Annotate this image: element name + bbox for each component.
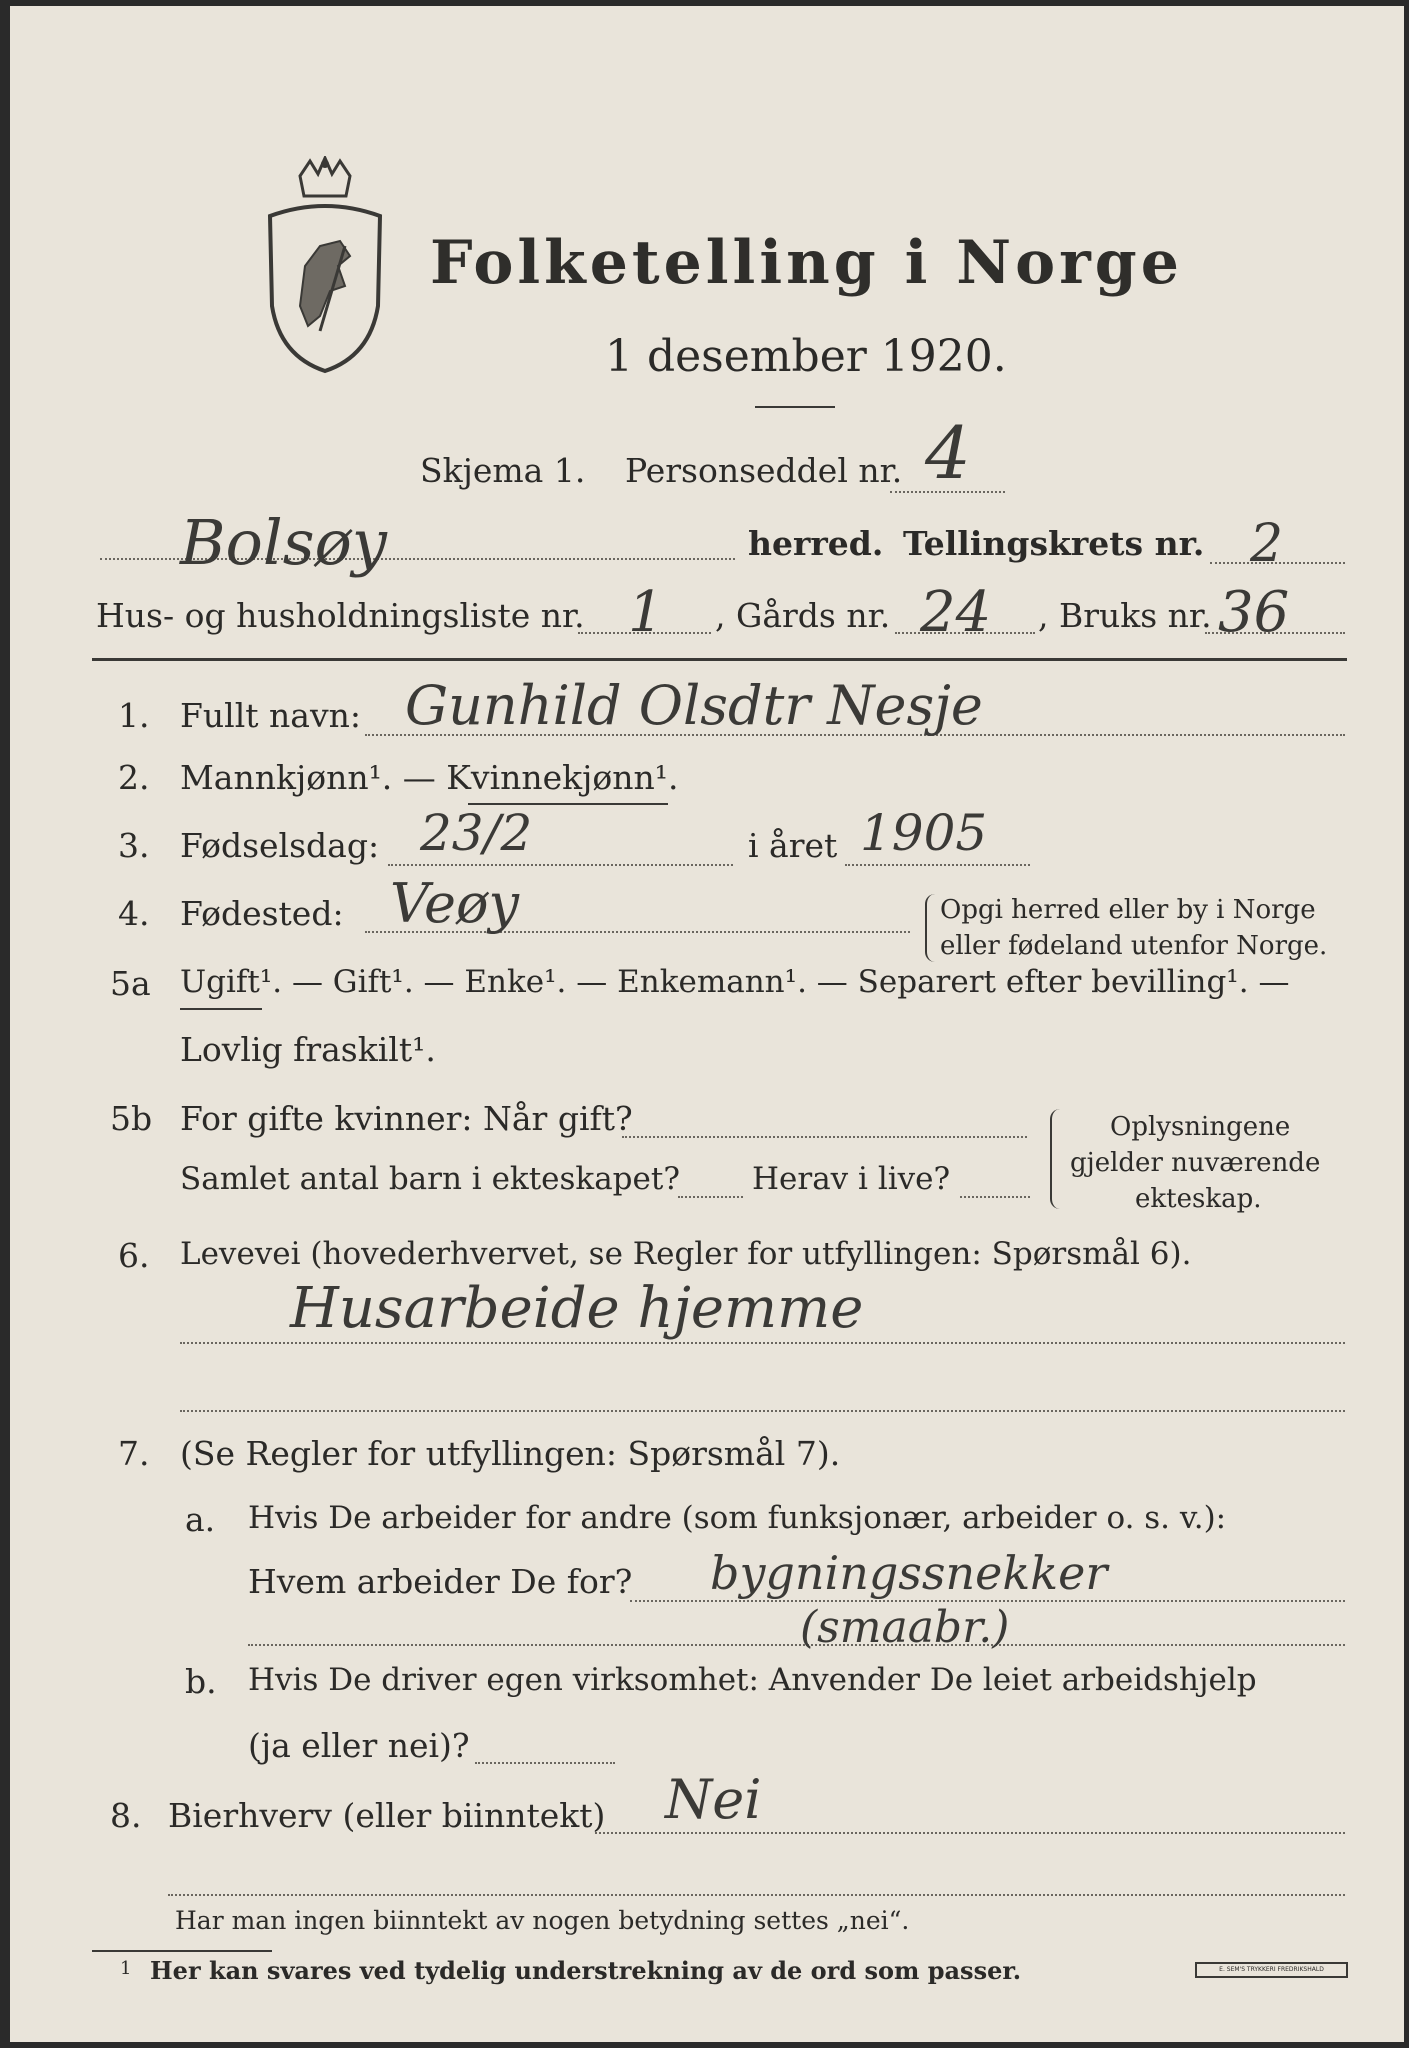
herred-label: herred. — [748, 524, 884, 563]
husliste-label: Hus- og husholdningsliste nr. — [96, 596, 585, 635]
gards-label: , Gårds nr. — [715, 596, 891, 635]
gards-value[interactable]: 24 — [920, 580, 992, 645]
personseddel-value[interactable]: 4 — [925, 411, 971, 495]
q3-year-line — [845, 864, 1030, 866]
q7a-line2: Hvem arbeider De for? — [248, 1562, 633, 1601]
q7a-line1: Hvis De arbeider for andre (som funksjonær, arbeider o. s. v.): — [248, 1500, 1227, 1536]
q8-line — [595, 1832, 1345, 1834]
personseddel-label: Personseddel nr. — [625, 451, 903, 490]
skjema-label: Skjema 1. — [420, 451, 586, 490]
q7-number: 7. — [118, 1434, 150, 1473]
norwegian-coat-of-arms-icon — [260, 156, 390, 376]
bruks-label: , Bruks nr. — [1038, 596, 1212, 635]
q7a-employer-value[interactable]: bygningssnekker — [710, 1546, 1108, 1600]
q3-number: 3. — [118, 826, 150, 865]
form-date: 1 desember 1920. — [605, 331, 1007, 382]
q5a-ugift-underline — [180, 1008, 262, 1010]
tellingskrets-label: Tellingskrets nr. — [903, 524, 1205, 563]
q6-line1 — [180, 1342, 1345, 1344]
q5a-number: 5a — [110, 964, 151, 1003]
q6-number: 6. — [118, 1236, 150, 1275]
footer-note: Har man ingen biinntekt av nogen betydning settes „nei“. — [175, 1906, 910, 1935]
q6-occupation-value[interactable]: Husarbeide hjemme — [290, 1276, 864, 1341]
q4-note-line2: eller fødeland utenfor Norge. — [940, 931, 1328, 961]
q2-number: 2. — [118, 758, 150, 797]
bruks-value[interactable]: 36 — [1218, 580, 1290, 645]
title-divider — [755, 406, 835, 408]
q5b-note-line2: gjelder nuværende — [1070, 1148, 1321, 1178]
q8-number: 8. — [110, 1796, 142, 1835]
q7b-line — [475, 1762, 615, 1764]
q5b-note-line1: Oplysningene — [1110, 1112, 1291, 1142]
footnote-mark: 1 — [120, 1958, 132, 1979]
q7a-letter: a. — [185, 1500, 216, 1539]
q3-year-value[interactable]: 1905 — [860, 804, 988, 862]
footnote-text: Her kan svares ved tydelig understrekning av de ord som passer. — [150, 1956, 1022, 1985]
q3-label: Fødselsdag: — [180, 826, 380, 865]
q6-label: Levevei (hovederhvervet, se Regler for utfyllingen: Spørsmål 6). — [180, 1236, 1192, 1272]
footnote-divider — [92, 1950, 272, 1952]
q5b-number: 5b — [110, 1099, 153, 1138]
tellingskrets-value[interactable]: 2 — [1250, 514, 1284, 574]
q4-birthplace-value[interactable]: Veøy — [390, 872, 520, 935]
q3-birthday-value[interactable]: 23/2 — [420, 804, 533, 862]
herred-value[interactable]: Bolsøy — [180, 506, 387, 579]
q5b-line2a: Samlet antal barn i ekteskapet? — [180, 1161, 680, 1197]
q8-label: Bierhverv (eller biinntekt) — [168, 1796, 606, 1835]
q6-line2 — [180, 1410, 1345, 1412]
q1-full-name-value[interactable]: Gunhild Olsdtr Nesje — [405, 674, 983, 737]
q4-number: 4. — [118, 894, 150, 933]
q5a-line2: Lovlig fraskilt¹. — [180, 1030, 436, 1069]
q7-label: (Se Regler for utfyllingen: Spørsmål 7). — [180, 1434, 841, 1473]
printer-stamp: E. SEM'S TRYKKERI FREDRIKSHALD — [1195, 1962, 1348, 1978]
q4-note-bracket — [925, 894, 935, 962]
q7b-line1: Hvis De driver egen virksomhet: Anvender De leiet arbeidshjelp — [248, 1662, 1257, 1698]
form-title: Folketelling i Norge — [430, 228, 1183, 298]
q5b-line2b: Herav i live? — [752, 1161, 951, 1197]
q8-side-income-value[interactable]: Nei — [665, 1768, 762, 1831]
q1-label: Fullt navn: — [180, 696, 361, 735]
q2-gender-options: Mannkjønn¹. — Kvinnekjønn¹. — [180, 758, 679, 797]
q4-note-line1: Opgi herred eller by i Norge — [940, 895, 1316, 925]
q5b-married-line — [622, 1136, 1027, 1138]
q7b-line2: (ja eller nei)? — [248, 1726, 470, 1765]
q8-line2 — [168, 1894, 1345, 1896]
q3-year-label: i året — [748, 826, 838, 865]
header-divider — [92, 658, 1347, 661]
husliste-value[interactable]: 1 — [628, 580, 664, 645]
q5b-line1: For gifte kvinner: Når gift? — [180, 1099, 633, 1138]
census-form — [10, 6, 1404, 2042]
q7a-employer-value2[interactable]: (smaabr.) — [800, 1602, 1010, 1653]
q7a-line2-dots — [248, 1644, 1345, 1646]
q5b-note-bracket — [1050, 1109, 1062, 1209]
q3-line — [388, 864, 733, 866]
q5b-children-line — [678, 1196, 743, 1198]
q7b-letter: b. — [185, 1662, 217, 1701]
q5a-marital-options: Ugift¹. — Gift¹. — Enke¹. — Enkemann¹. — Separert efter bevilling¹. — — [180, 964, 1290, 1000]
q1-number: 1. — [118, 696, 150, 735]
q4-label: Fødested: — [180, 894, 344, 933]
q5b-note-line3: ekteskap. — [1135, 1184, 1262, 1214]
q5b-alive-line — [960, 1196, 1030, 1198]
